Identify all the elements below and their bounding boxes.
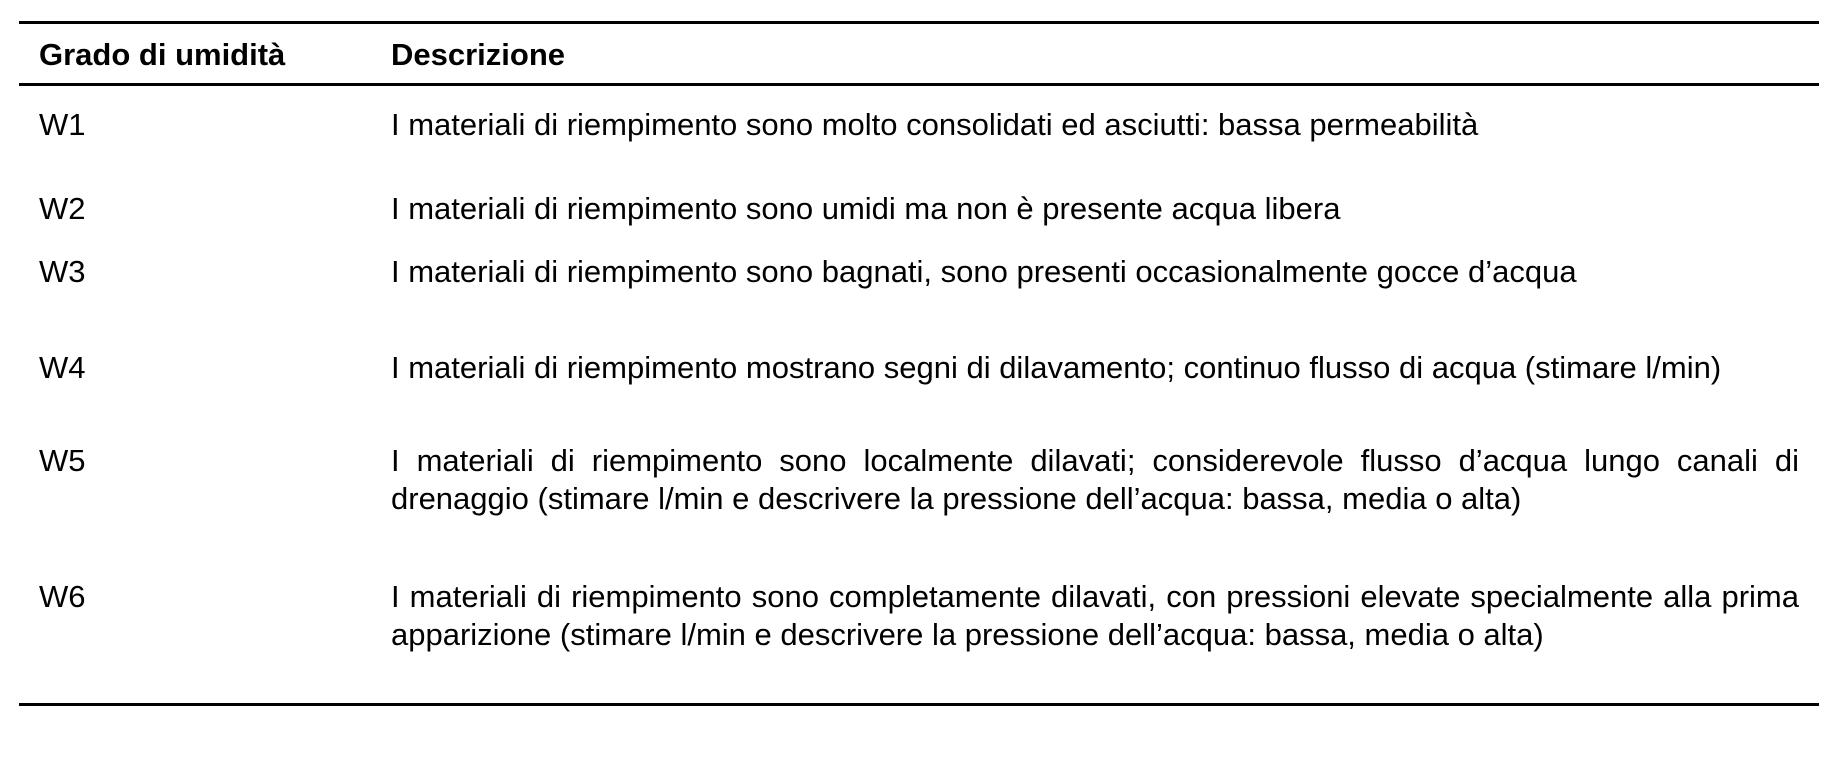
table-row (19, 433, 1819, 571)
table-row (19, 243, 1819, 339)
header-row (19, 23, 1819, 85)
table-body (19, 85, 1819, 705)
description-cell: I materiali di riempimento mostrano segni di dilavamento; continuo flusso di acqua (stimare l/min) (391, 349, 1722, 385)
grade-cell: W3 (39, 253, 86, 289)
table-header (19, 23, 1819, 85)
header-grade: Grado di umidità (39, 37, 286, 72)
table-row (19, 85, 1819, 181)
grade-cell: W2 (39, 190, 86, 226)
humidity-grade-table (19, 21, 1819, 706)
description-cell: I materiali di riempimento sono bagnati, sono presenti occasionalmente gocce d’acqua (391, 253, 1577, 289)
grade-cell: W1 (39, 107, 86, 142)
table-row (19, 181, 1819, 243)
grade-cell: W5 (39, 442, 86, 478)
grade-cell: W4 (39, 349, 86, 385)
table-row (19, 339, 1819, 433)
grade-cell: W6 (39, 578, 86, 614)
description-cell: I materiali di riempimento sono localmente dilavati; considerevole flusso d’acqua lungo canali di drenaggio (stimare l/min e descrivere la pressione dell’acqua: bassa, media o alta) (391, 442, 1799, 516)
description-cell: I materiali di riempimento sono umidi ma non è presente acqua libera (391, 190, 1341, 226)
header-description: Descrizione (391, 37, 566, 72)
description-cell: I materiali di riempimento sono completamente dilavati, con pressioni elevate specialmente alla prima apparizione (stimare l/min e descrivere la pressione dell’acqua: bassa, media o alta) (391, 578, 1799, 652)
table-row (19, 571, 1819, 705)
description-cell: I materiali di riempimento sono molto consolidati ed asciutti: bassa permeabilità (391, 107, 1479, 142)
